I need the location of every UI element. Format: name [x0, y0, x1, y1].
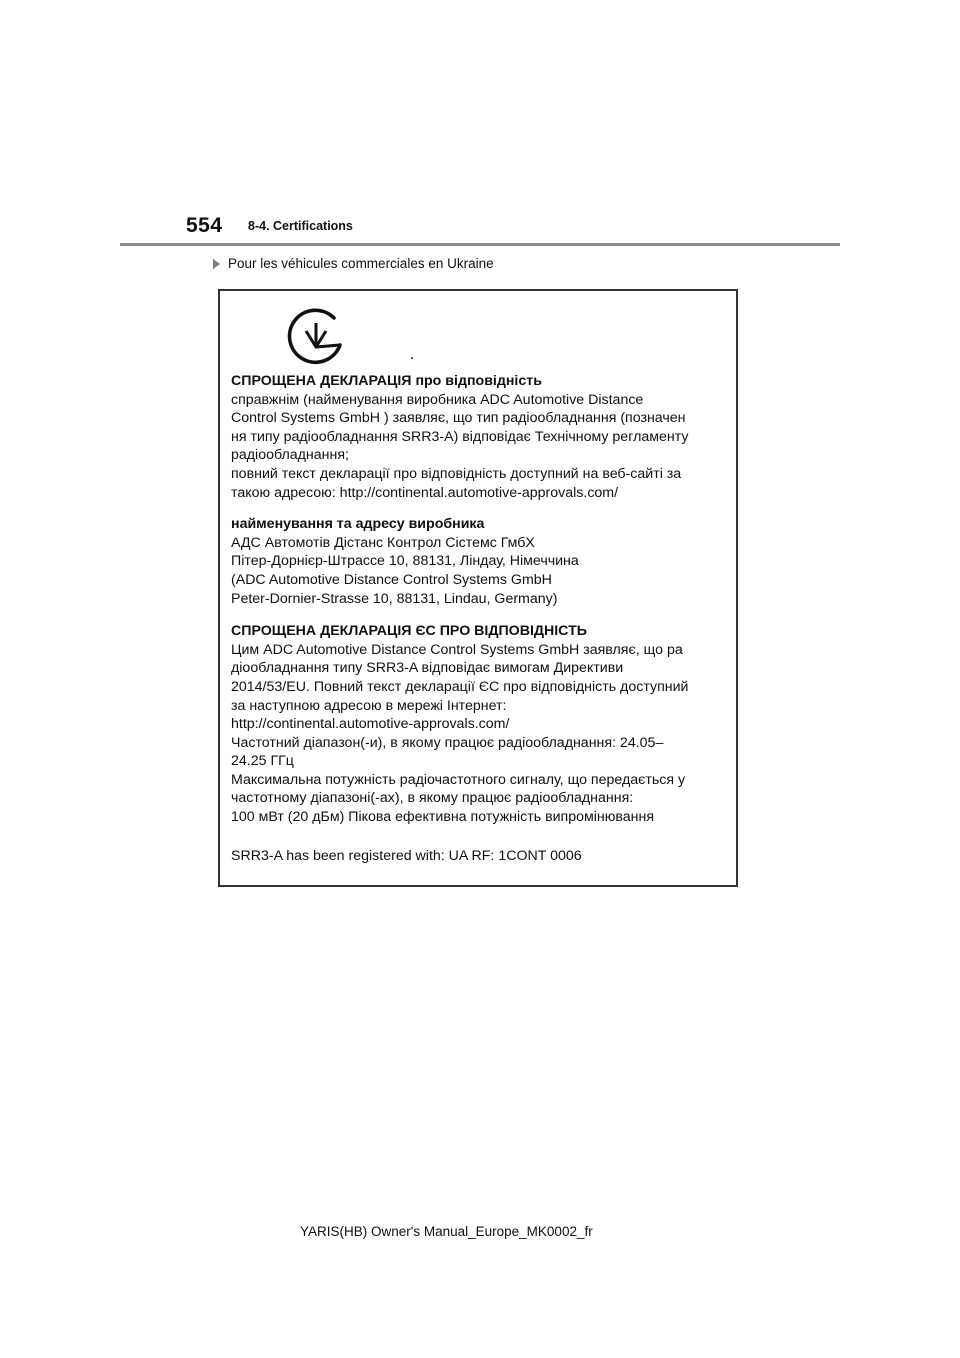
text-line: 2014/53/EU. Повний текст декларації ЄС про відповідність доступний	[231, 678, 689, 695]
footer-text: YARIS(HB) Owner's Manual_Europe_MK0002_fr	[300, 1224, 593, 1239]
declaration-text	[231, 372, 731, 865]
text-line: 100 мВт (20 дБм) Пікова ефективна потужність випромінювання	[231, 809, 655, 826]
text-line: (ADC Automotive Distance Control Systems GmbH	[231, 571, 552, 588]
paragraph-title: СПРОЩЕНА ДЕКЛАРАЦІЯ ЄС ПРО ВІДПОВІДНІСТЬ	[231, 623, 587, 640]
text-line: ня типу радіообладнання SRR3-A) відповідає Технічному регламенту	[231, 428, 689, 445]
eu-declaration-paragraph	[231, 622, 731, 827]
triangle-bullet-icon	[213, 259, 220, 269]
text-line: радіообладнання;	[231, 447, 349, 464]
ukraine-conformity-mark-icon	[284, 305, 348, 369]
text-line: Частотний діапазон(-и), в якому працює радіообладнання: 24.05–	[231, 734, 664, 751]
text-line: справжнім (найменування виробника ADC Automotive Distance	[231, 391, 644, 408]
simplified-declaration-paragraph	[231, 372, 731, 502]
registration-line: SRR3-A has been registered with: UA RF: 1CONT 0006	[231, 847, 582, 864]
text-line: Peter-Dornier-Strasse 10, 88131, Lindau, Germany)	[231, 590, 558, 607]
intro-text: Pour les véhicules commerciales en Ukraine	[228, 256, 494, 271]
text-line: такою адресою: http://continental.automotive-approvals.com/	[231, 484, 619, 501]
text-line: за наступною адресою в мережі Інтернет:	[231, 697, 507, 714]
text-line: частотному діапазоні(-ах), в якому працює радіообладнання:	[231, 790, 634, 807]
manufacturer-paragraph	[231, 515, 731, 608]
text-line: 24.25 ГГц	[231, 753, 294, 770]
text-line: Пітер-Дорнієр-Штрассе 10, 88131, Ліндау, Німеччина	[231, 553, 579, 570]
intro-bullet	[213, 256, 494, 271]
paragraph-title: СПРОЩЕНА ДЕКЛАРАЦІЯ про відповідність	[231, 373, 542, 389]
text-line: Максимальна потужність радіочастотного сигналу, що передається у	[231, 771, 686, 788]
page-number: 554	[186, 214, 223, 237]
paragraph-title: найменування та адресу виробника	[231, 516, 485, 533]
text-line: діообладнання типу SRR3-A відповідає вимогам Директиви	[231, 660, 624, 677]
header-rule	[120, 243, 840, 246]
section-title: 8-4. Certifications	[248, 219, 353, 233]
text-line: Control Systems GmbH ) заявляє, що тип радіообладнання (позначен	[231, 410, 686, 427]
text-line: повний текст декларації про відповідність доступний на веб-сайті за	[231, 465, 682, 482]
text-line: АДС Автомотів Дістанс Контрол Сістемс ГмбХ	[231, 534, 535, 551]
small-dot	[411, 357, 413, 359]
declaration-box	[218, 289, 738, 887]
text-line: Цим ADC Automotive Distance Control Systems GmbH заявляє, що ра	[231, 641, 683, 658]
text-line: http://continental.automotive-approvals.com/	[231, 716, 510, 733]
